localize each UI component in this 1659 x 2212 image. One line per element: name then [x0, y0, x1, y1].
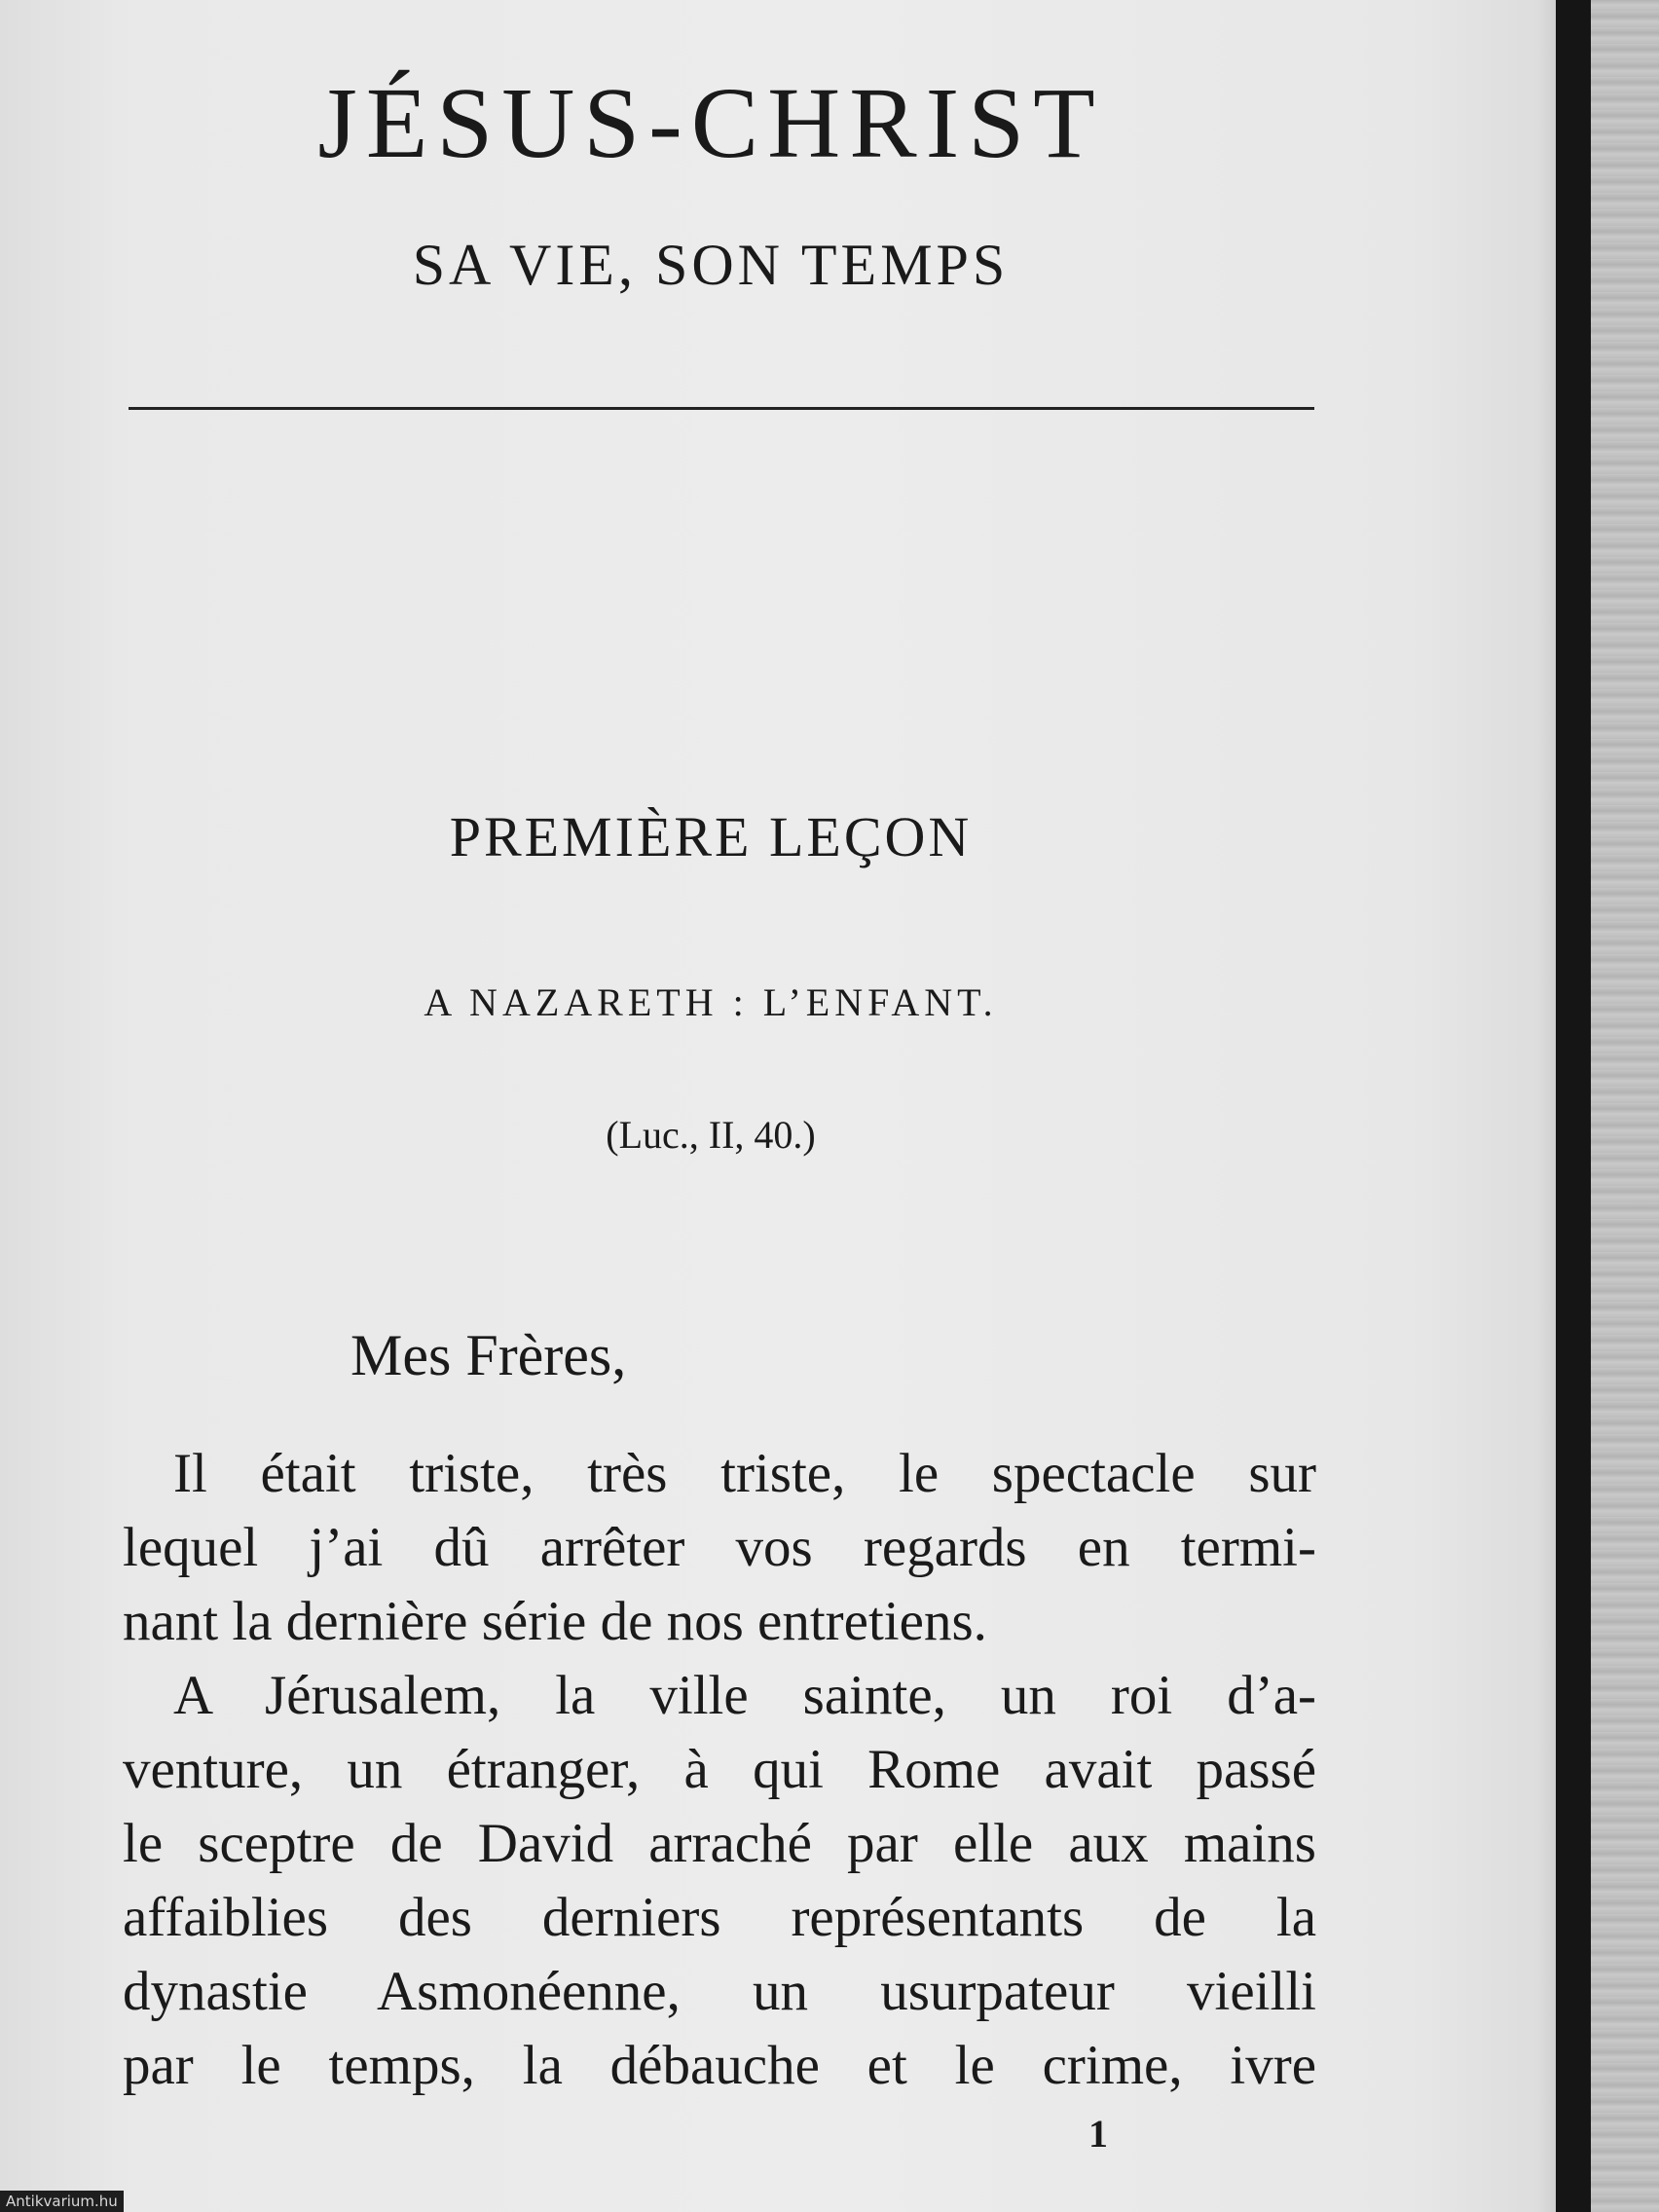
text-line: par le temps, la débauche et le crime, ivre	[123, 2035, 1316, 2096]
book-binding-edge	[1556, 0, 1591, 2212]
text-line: nant la dernière série de nos entretiens.	[123, 1591, 987, 1652]
text-line: venture, un étranger, à qui Rome avait passé	[123, 1739, 1316, 1800]
text-line: lequel j’ai dû arrêter vos regards en termi-	[123, 1517, 1316, 1578]
chapter-subheading: A NAZARETH : L’ENFANT.	[424, 980, 998, 1024]
book-subtitle: SA VIE, SON TEMPS	[412, 233, 1010, 297]
text-line: dynastie Asmonéenne, un usurpateur vieilli	[123, 1961, 1316, 2022]
title-rule-divider	[129, 407, 1314, 410]
text-line: Il était triste, très triste, le spectacle sur	[173, 1443, 1316, 1504]
body-text	[123, 1437, 1316, 2103]
chapter-heading: PREMIÈRE LEÇON	[449, 805, 973, 868]
text-line: le sceptre de David arraché par elle aux mains	[123, 1813, 1316, 1874]
book-title: JÉSUS-CHRIST	[317, 67, 1104, 179]
text-line: A Jérusalem, la ville sainte, un roi d’a-	[173, 1665, 1316, 1726]
text-line: affaiblies des derniers représentants de la	[123, 1887, 1316, 1948]
watermark-label: Antikvarium.hu	[0, 2191, 124, 2212]
page-number: 1	[1088, 2112, 1108, 2156]
cover-board	[1591, 0, 1659, 2212]
salutation: Mes Frères,	[350, 1323, 627, 1387]
scripture-reference: (Luc., II, 40.)	[606, 1113, 816, 1157]
